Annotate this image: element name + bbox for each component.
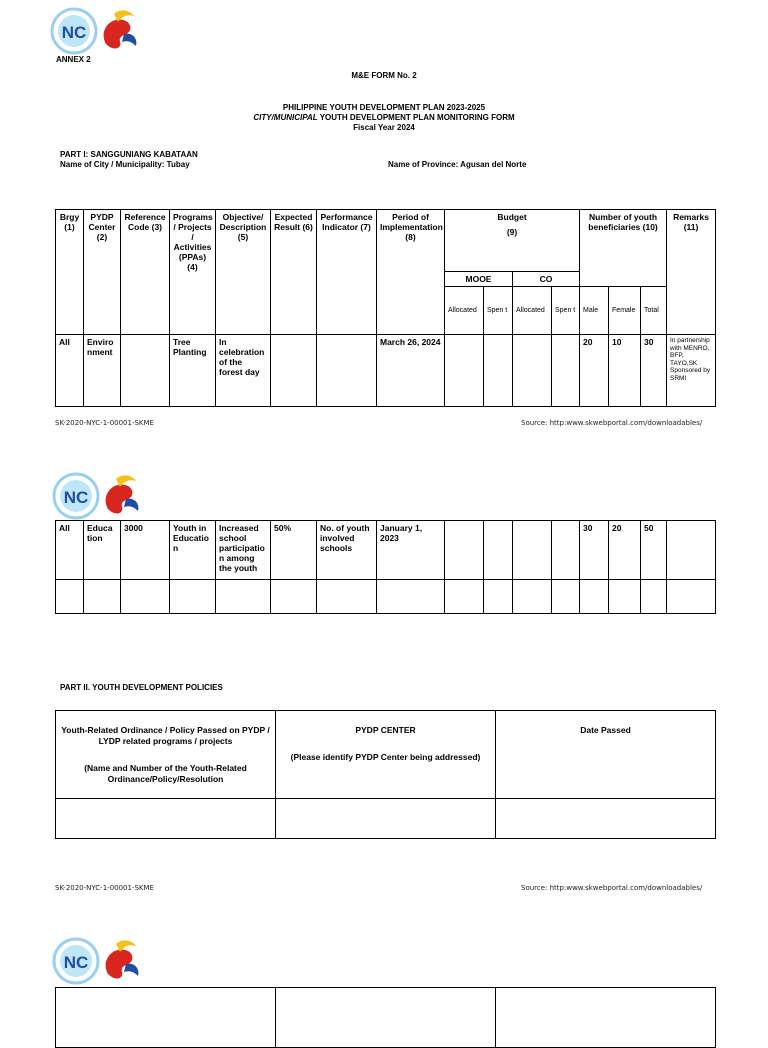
table-row [56, 335, 716, 407]
header-reference-code: Reference Code (3) [121, 210, 170, 335]
table-row [56, 521, 716, 580]
footer-source: Source: http:www.skwebportal.com/downloadables/ [521, 884, 703, 892]
form-title-2: CITY/MUNICIPAL YOUTH DEVELOPMENT PLAN MONITORING FORM [253, 113, 515, 122]
policy-header-ordinance: Youth-Related Ordinance / Policy Passed on PYDP / LYDP related programs / projects (Name and Number of the Youth-Related Ordinance/Policy/Resolution [56, 711, 276, 799]
cell-objective: Increased school participatio n among the youth [216, 521, 271, 580]
header-expected-result: Expected Result (6) [271, 210, 317, 335]
svg-text:NC: NC [63, 953, 89, 972]
part1-title: PART I: SANGGUNIANG KABATAAN [60, 150, 198, 159]
cell-co-allocated [513, 335, 552, 407]
cell-mooe-spent [484, 521, 513, 580]
cell-indicator [317, 335, 377, 407]
monitoring-table-continued [55, 520, 716, 614]
header-total: Total [641, 287, 667, 335]
monitoring-table [55, 209, 716, 407]
policies-table [55, 710, 716, 839]
header-co: CO [513, 272, 580, 287]
cell-mooe-allocated [445, 521, 484, 580]
cell-brgy: All [56, 521, 84, 580]
nyc-sk-logo [50, 934, 146, 986]
header-remarks: Remarks (11) [667, 210, 716, 335]
header-brgy: Brgy (1) [56, 210, 84, 335]
policies-table-continued [55, 987, 716, 1048]
svg-text:NC: NC [63, 488, 89, 507]
province-name: Name of Province: Agusan del Norte [388, 160, 527, 169]
header-co-allocated: Allocated [513, 287, 552, 335]
header-performance-indicator: Performance Indicator (7) [317, 210, 377, 335]
cell-ref [121, 335, 170, 407]
form-number: M&E FORM No. 2 [351, 71, 417, 80]
header-objective: Objective/ Description (5) [216, 210, 271, 335]
header-pydp-center: PYDP Center (2) [84, 210, 121, 335]
table-row-empty [56, 988, 716, 1048]
cell-pydp: Educa tion [84, 521, 121, 580]
cell-mooe-allocated [445, 335, 484, 407]
cell-remarks: In partnership with MENRO, BFP, TAYO,SK Sponsored by SRMI [667, 335, 716, 407]
cell-brgy: All [56, 335, 84, 407]
footer-code: SK-2020-NYC-1-00001-SKME [55, 419, 154, 427]
cell-period: January 1, 2023 [377, 521, 445, 580]
cell-co-spent [552, 335, 580, 407]
footer-code: SK-2020-NYC-1-00001-SKME [55, 884, 154, 892]
cell-objective: In celebration of the forest day [216, 335, 271, 407]
header-co-spent: Spen t [552, 287, 580, 335]
header-mooe: MOOE [445, 272, 513, 287]
header-male: Male [580, 287, 609, 335]
cell-period: March 26, 2024 [377, 335, 445, 407]
header-beneficiaries: Number of youth beneficiaries (10) [580, 210, 667, 287]
cell-remarks [667, 521, 716, 580]
header-mooe-spent: Spen t [484, 287, 513, 335]
fiscal-year: Fiscal Year 2024 [353, 123, 415, 132]
cell-ref: 3000 [121, 521, 170, 580]
table-row-empty [56, 799, 716, 839]
annex-label: ANNEX 2 [56, 55, 91, 64]
city-name: Name of City / Municipality: Tubay [60, 160, 190, 169]
table-row-empty [56, 580, 716, 614]
cell-co-allocated [513, 521, 552, 580]
header-female: Female [609, 287, 641, 335]
cell-male: 30 [580, 521, 609, 580]
cell-female: 10 [609, 335, 641, 407]
header-ppas: Programs / Projects / Activities (PPAs) (4) [170, 210, 216, 335]
cell-co-spent [552, 521, 580, 580]
cell-female: 20 [609, 521, 641, 580]
cell-male: 20 [580, 335, 609, 407]
nyc-sk-logo [50, 469, 146, 521]
cell-ppa: Tree Planting [170, 335, 216, 407]
header-period: Period of Implementation (8) [377, 210, 445, 335]
cell-total: 30 [641, 335, 667, 407]
cell-mooe-spent [484, 335, 513, 407]
header-mooe-allocated: Allocated [445, 287, 484, 335]
header-budget: Budget (9) [445, 210, 580, 272]
nyc-sk-logo [48, 4, 144, 56]
cell-indicator: No. of youth involved schools [317, 521, 377, 580]
form-title-1: PHILIPPINE YOUTH DEVELOPMENT PLAN 2023-2025 [282, 103, 486, 112]
footer-source: Source: http:www.skwebportal.com/downloadables/ [521, 419, 703, 427]
cell-expected: 50% [271, 521, 317, 580]
cell-ppa: Youth in Educatio n [170, 521, 216, 580]
svg-text:NC: NC [61, 23, 87, 42]
cell-pydp: Enviro nment [84, 335, 121, 407]
policy-header-date-passed: Date Passed [496, 711, 716, 799]
policy-header-pydp-center: PYDP CENTER (Please identify PYDP Center being addressed) [276, 711, 496, 799]
cell-total: 50 [641, 521, 667, 580]
cell-expected [271, 335, 317, 407]
part2-title: PART II. YOUTH DEVELOPMENT POLICIES [60, 683, 223, 692]
